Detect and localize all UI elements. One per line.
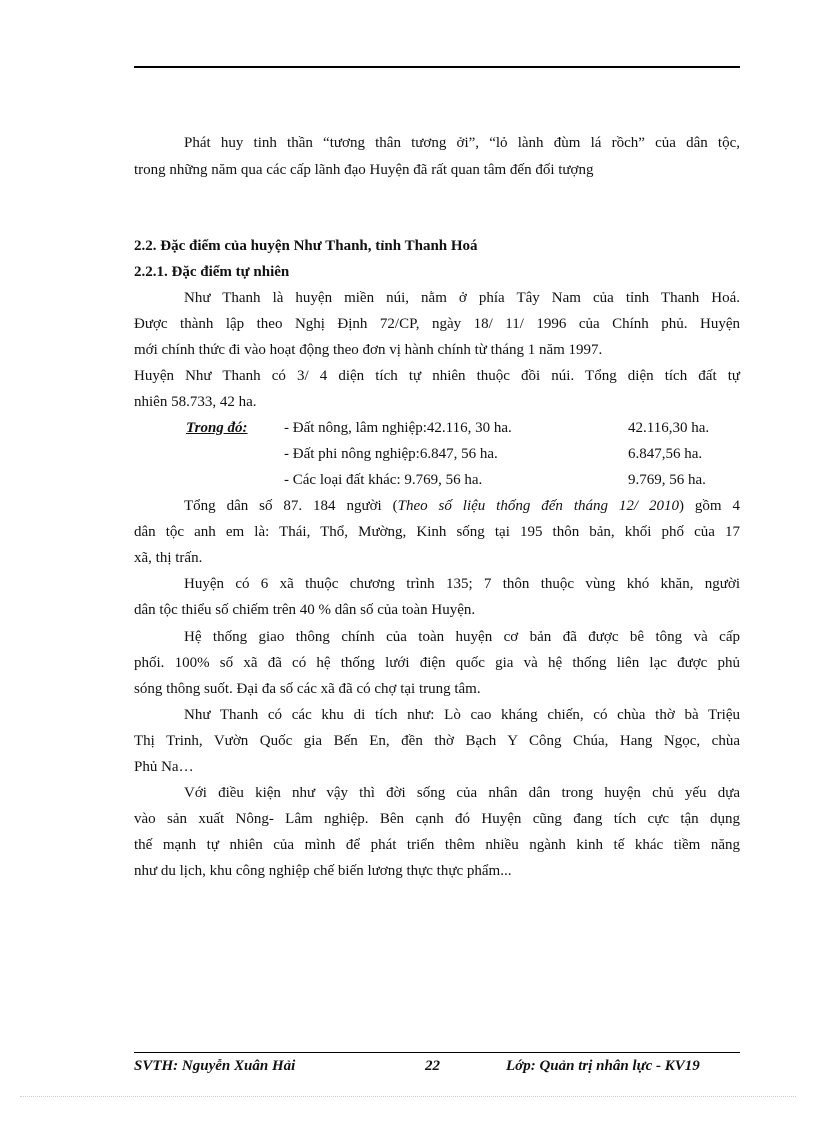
land-label: Trong đó: bbox=[186, 420, 248, 436]
header-rule bbox=[134, 66, 740, 68]
body-line: như du lịch, khu công nghiệp chế biến lương thực thực phẩm... bbox=[134, 863, 512, 879]
population-text-end: ) gồm 4 bbox=[679, 498, 740, 514]
body-line: Hệ thống giao thông chính của toàn huyện cơ bản đã được bê tông và cấp bbox=[184, 629, 740, 645]
land-row-value: 6.847,56 ha. bbox=[628, 446, 703, 462]
population-source: Theo số liệu thống đến tháng 12/ 2010 bbox=[397, 498, 679, 514]
body-line: Thị Trinh, Vườn Quốc gia Bến En, đền thờ Bạch Y Công Chúa, Hang Ngọc, chùa bbox=[134, 733, 740, 749]
footer-rule bbox=[134, 1052, 740, 1053]
footer-class: Lớp: Quản trị nhân lực - KV19 bbox=[506, 1058, 700, 1074]
body-line: Được thành lập theo Nghị Định 72/CP, ngày 18/ 11/ 1996 của Chính phủ. Huyện bbox=[134, 316, 740, 332]
body-line: thế mạnh tự nhiên của mình để phát triển thêm nhiều ngành kinh tế khác tiềm năng bbox=[134, 837, 740, 853]
section-heading: 2.2. Đặc điểm của huyện Như Thanh, tỉnh Thanh Hoá bbox=[134, 238, 478, 254]
body-line: Huyện Như Thanh có 3/ 4 diện tích tự nhiên thuộc đồi núi. Tổng diện tích đất tự bbox=[134, 368, 740, 384]
body-line bbox=[184, 496, 740, 516]
body-line: nhiên 58.733, 42 ha. bbox=[134, 394, 257, 410]
body-line: mới chính thức đi vào hoạt động theo đơn vị hành chính từ tháng 1 năm 1997. bbox=[134, 342, 603, 358]
body-line: Huyện có 6 xã thuộc chương trình 135; 7 thôn thuộc vùng khó khăn, người bbox=[184, 576, 740, 592]
body-line: Như Thanh có các khu di tích như: Lò cao kháng chiến, có chùa thờ bà Triệu bbox=[184, 707, 740, 723]
land-row-desc: - Các loại đất khác: 9.769, 56 ha. bbox=[284, 472, 483, 488]
body-line: phối. 100% số xã đã có hệ thống lưới điện quốc gia và hệ thống liên lạc được phủ bbox=[134, 655, 740, 671]
intro-line: Phát huy tinh thần “tương thân tương ởi”, “lỏ lành đùm lá rồch” của dân tộc, bbox=[184, 135, 740, 151]
footer-page-number: 22 bbox=[425, 1058, 440, 1074]
footer-author: SVTH: Nguyễn Xuân Hải bbox=[134, 1058, 296, 1074]
land-row-value: 42.116,30 ha. bbox=[628, 420, 710, 436]
land-row-value: 9.769, 56 ha. bbox=[628, 472, 706, 488]
population-text: Tổng dân số 87. 184 người ( bbox=[184, 498, 398, 514]
body-line: Như Thanh là huyện miền núi, nằm ở phía Tây Nam của tỉnh Thanh Hoá. bbox=[184, 290, 740, 306]
body-line: Phủ Na… bbox=[134, 759, 194, 775]
body-line: vào sản xuất Nông- Lâm nghiệp. Bên cạnh đó Huyện cũng đang tích cực tận dụng bbox=[134, 811, 740, 827]
body-line: dân tộc anh em là: Thái, Thổ, Mường, Kinh sống tại 195 thôn bản, khối phố của 17 bbox=[134, 524, 740, 540]
body-line: sóng thông suốt. Đại đa số các xã đã có chợ tại trung tâm. bbox=[134, 681, 481, 697]
body-line: Với điều kiện như vậy thì đời sống của nhân dân trong huyện chủ yếu dựa bbox=[184, 785, 740, 801]
land-row-desc: - Đất phi nông nghiệp:6.847, 56 ha. bbox=[284, 446, 498, 462]
body-line: xã, thị trấn. bbox=[134, 550, 203, 566]
page-edge bbox=[20, 1096, 796, 1097]
subsection-heading: 2.2.1. Đặc điểm tự nhiên bbox=[134, 264, 290, 280]
body-line: dân tộc thiểu số chiếm trên 40 % dân số của toàn Huyện. bbox=[134, 602, 476, 618]
intro-line: trong những năm qua các cấp lãnh đạo Huyện đã rất quan tâm đến đối tượng bbox=[134, 162, 594, 178]
land-row-desc: - Đất nông, lâm nghiệp:42.116, 30 ha. bbox=[284, 420, 512, 436]
